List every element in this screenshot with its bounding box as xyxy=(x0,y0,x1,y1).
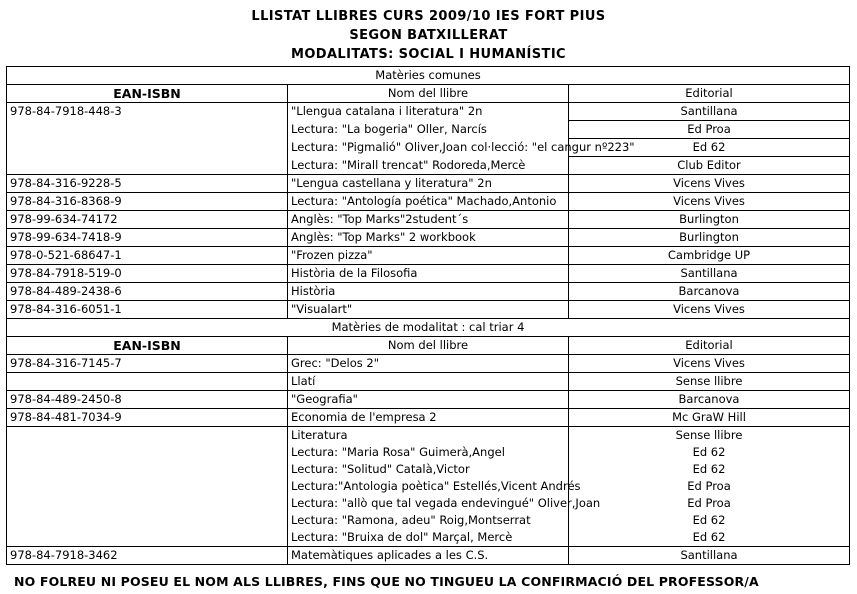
table-row xyxy=(7,157,850,175)
table-row xyxy=(7,547,850,565)
ean-cell xyxy=(7,529,288,547)
ean-cell: 978-84-7918-448-3 xyxy=(7,103,288,121)
column-header-row xyxy=(7,85,850,103)
ean-cell: 978-0-521-68647-1 xyxy=(7,247,288,265)
book-title-cell: Història xyxy=(288,283,569,301)
book-title-cell: Economia de l'empresa 2 xyxy=(288,409,569,427)
ean-cell xyxy=(7,495,288,512)
book-list-table xyxy=(6,66,850,565)
ean-cell xyxy=(7,512,288,529)
table-row xyxy=(7,103,850,121)
table-row xyxy=(7,373,850,391)
editorial-cell: Mc GraW Hill xyxy=(569,409,850,427)
table-row xyxy=(7,461,850,478)
editorial-column-header: Editorial xyxy=(569,85,850,103)
book-column-header: Nom del llibre xyxy=(288,85,569,103)
ean-cell xyxy=(7,427,288,445)
table-row xyxy=(7,427,850,445)
book-title-cell: Lectura: "Maria Rosa" Guimerà,Angel xyxy=(288,444,569,461)
table-row xyxy=(7,444,850,461)
book-title-cell: Literatura xyxy=(288,427,569,445)
book-title-cell: Lectura: "allò que tal vegada endevingué" Oliver,Joan xyxy=(288,495,569,512)
book-title-cell: Lectura:"Antologia poètica" Estellés,Vicent Andrés xyxy=(288,478,569,495)
table-row xyxy=(7,512,850,529)
ean-cell xyxy=(7,373,288,391)
ean-cell: 978-84-316-7145-7 xyxy=(7,355,288,373)
ean-cell xyxy=(7,139,288,157)
editorial-cell: Sense llibre xyxy=(569,373,850,391)
modality-subtitle: MODALITATS: SOCIAL I HUMANÍSTIC xyxy=(290,47,566,62)
book-list-body xyxy=(7,67,850,565)
ean-cell xyxy=(7,444,288,461)
ean-cell xyxy=(7,478,288,495)
book-title-cell: Lectura: "Ramona, adeu" Roig,Montserrat xyxy=(288,512,569,529)
editorial-cell: Santillana xyxy=(569,265,850,283)
editorial-cell: Vicens Vives xyxy=(569,301,850,319)
table-row xyxy=(7,265,850,283)
table-row xyxy=(7,139,850,157)
table-row xyxy=(7,283,850,301)
ean-cell: 978-84-316-8368-9 xyxy=(7,193,288,211)
editorial-cell: Burlington xyxy=(569,211,850,229)
editorial-cell: Ed 62 xyxy=(569,444,850,461)
ean-cell: 978-84-481-7034-9 xyxy=(7,409,288,427)
table-row xyxy=(7,478,850,495)
book-title-cell: "Llengua catalana i literatura" 2n xyxy=(288,103,569,121)
table-row xyxy=(7,495,850,512)
editorial-cell: Santillana xyxy=(569,103,850,121)
ean-cell: 978-99-634-74172 xyxy=(7,211,288,229)
editorial-cell: Santillana xyxy=(569,547,850,565)
editorial-cell: Ed 62 xyxy=(569,512,850,529)
editorial-cell: Ed Proa xyxy=(569,121,850,139)
editorial-cell: Barcanova xyxy=(569,283,850,301)
table-row xyxy=(7,409,850,427)
book-title-cell: Matemàtiques aplicades a les C.S. xyxy=(288,547,569,565)
book-title-cell: Lectura: "Solitud" Català,Victor xyxy=(288,461,569,478)
editorial-cell: Ed Proa xyxy=(569,478,850,495)
editorial-cell: Ed 62 xyxy=(569,461,850,478)
book-title-cell: Lectura: "Bruixa de dol" Marçal, Mercè xyxy=(288,529,569,547)
ean-cell: 978-84-489-2450-8 xyxy=(7,391,288,409)
column-header-row xyxy=(7,337,850,355)
table-row xyxy=(7,391,850,409)
table-row xyxy=(7,175,850,193)
section-title-row xyxy=(7,67,850,85)
ean-cell: 978-84-316-6051-1 xyxy=(7,301,288,319)
ean-cell xyxy=(7,121,288,139)
book-title-cell: Anglès: "Top Marks"2student´s xyxy=(288,211,569,229)
book-title-cell: "Geografia" xyxy=(288,391,569,409)
page-title: LLISTAT LLIBRES CURS 2009/10 IES FORT PIUS xyxy=(251,9,606,24)
editorial-cell: Cambridge UP xyxy=(569,247,850,265)
editorial-cell: Ed 62 xyxy=(569,139,850,157)
editorial-cell: Barcanova xyxy=(569,391,850,409)
table-row xyxy=(7,301,850,319)
ean-column-header: EAN-ISBN xyxy=(7,337,288,355)
section-title: Matèries comunes xyxy=(7,67,850,85)
editorial-cell: Vicens Vives xyxy=(569,175,850,193)
editorial-cell: Vicens Vives xyxy=(569,193,850,211)
book-title-cell: "Lengua castellana y literatura" 2n xyxy=(288,175,569,193)
table-row xyxy=(7,121,850,139)
book-title-cell: Història de la Filosofia xyxy=(288,265,569,283)
ean-cell xyxy=(7,461,288,478)
ean-cell: 978-84-7918-3462 xyxy=(7,547,288,565)
ean-cell xyxy=(7,157,288,175)
editorial-cell: Sense llibre xyxy=(569,427,850,445)
book-title-cell: Llatí xyxy=(288,373,569,391)
editorial-cell: Ed Proa xyxy=(569,495,850,512)
table-row xyxy=(7,529,850,547)
section-title-row xyxy=(7,319,850,337)
ean-column-header: EAN-ISBN xyxy=(7,85,288,103)
book-title-cell: Anglès: "Top Marks" 2 workbook xyxy=(288,229,569,247)
book-title-cell: Grec: "Delos 2" xyxy=(288,355,569,373)
ean-cell: 978-99-634-7418-9 xyxy=(7,229,288,247)
editorial-cell: Ed 62 xyxy=(569,529,850,547)
footer-notice: NO FOLREU NI POSEU EL NOM ALS LLIBRES, FINS QUE NO TINGUEU LA CONFIRMACIÓ DEL PROFESSOR/A xyxy=(14,574,759,589)
book-title-cell: "Frozen pizza" xyxy=(288,247,569,265)
editorial-column-header: Editorial xyxy=(569,337,850,355)
section-title: Matèries de modalitat : cal triar 4 xyxy=(7,319,850,337)
editorial-cell: Club Editor xyxy=(569,157,850,175)
editorial-cell: Burlington xyxy=(569,229,850,247)
editorial-cell: Vicens Vives xyxy=(569,355,850,373)
table-row xyxy=(7,355,850,373)
book-title-cell: Lectura: "Antología poética" Machado,Antonio xyxy=(288,193,569,211)
ean-cell: 978-84-489-2438-6 xyxy=(7,283,288,301)
ean-cell: 978-84-316-9228-5 xyxy=(7,175,288,193)
ean-cell: 978-84-7918-519-0 xyxy=(7,265,288,283)
book-title-cell: Lectura: "Pigmalió" Oliver,Joan col·lecció: "el cangur nº223" xyxy=(288,139,569,157)
book-title-cell: Lectura: "La bogeria" Oller, Narcís xyxy=(288,121,569,139)
book-column-header: Nom del llibre xyxy=(288,337,569,355)
course-subtitle: SEGON BATXILLERAT xyxy=(349,28,508,43)
book-title-cell: Lectura: "Mirall trencat" Rodoreda,Mercè xyxy=(288,157,569,175)
table-row xyxy=(7,211,850,229)
table-row xyxy=(7,193,850,211)
table-row xyxy=(7,247,850,265)
book-title-cell: "Visualart" xyxy=(288,301,569,319)
table-row xyxy=(7,229,850,247)
